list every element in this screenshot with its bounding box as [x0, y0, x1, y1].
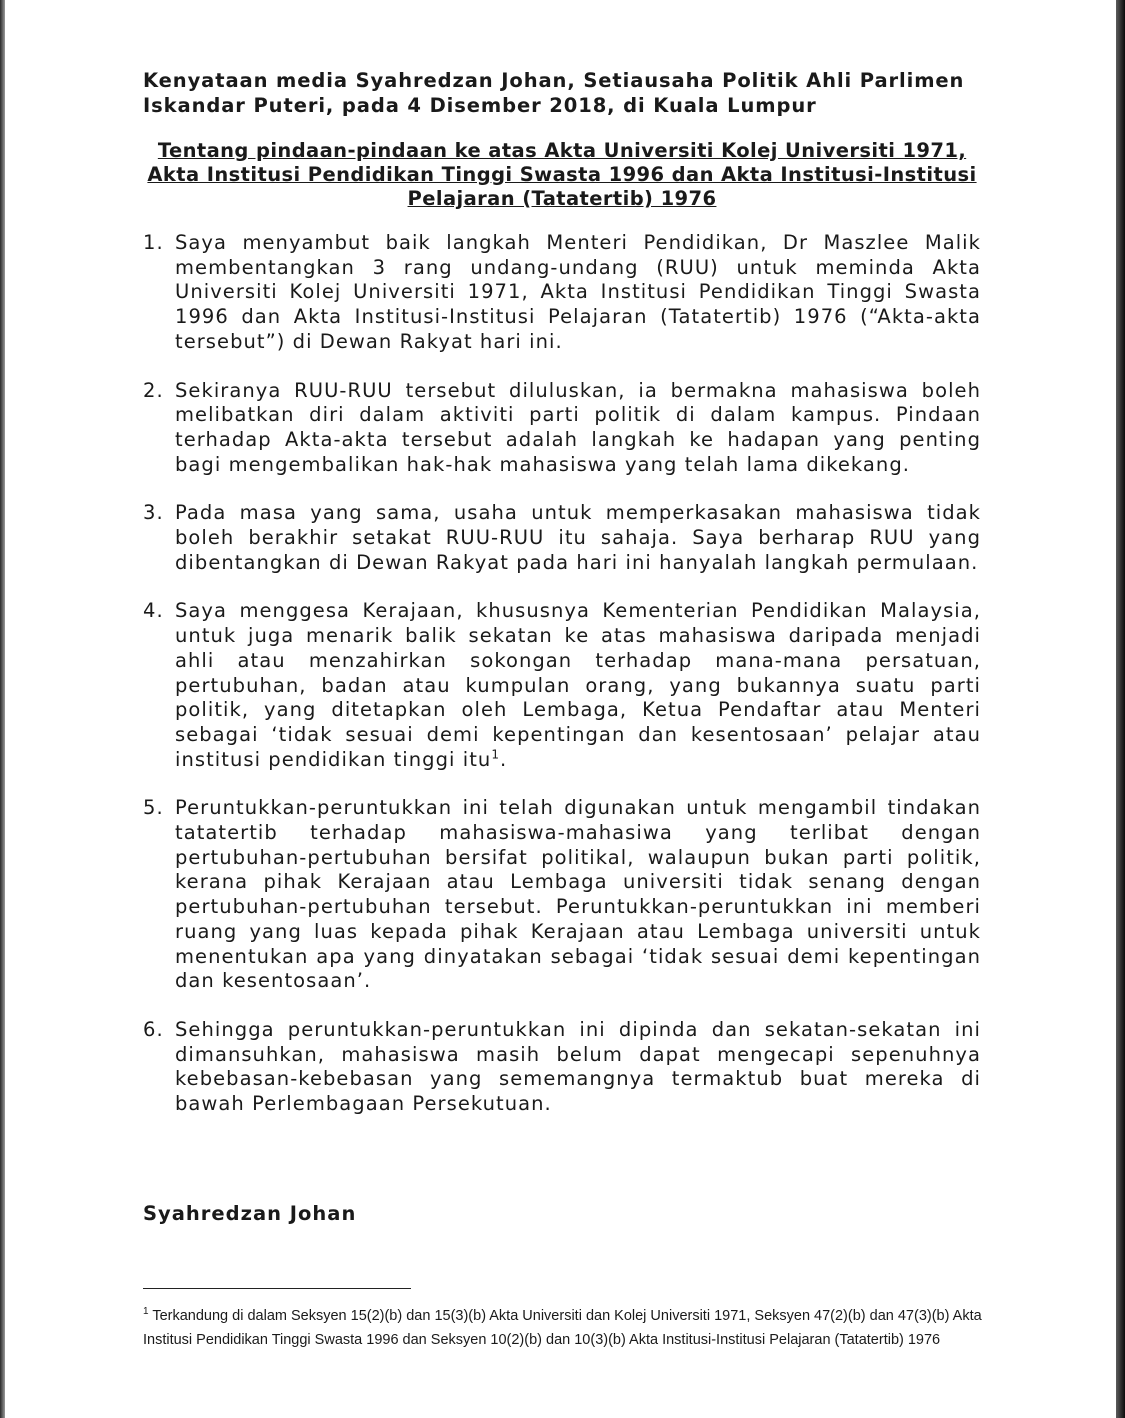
- list-item: [143, 796, 981, 994]
- document-heading: Kenyataan media Syahredzan Johan, Setiausaha Politik Ahli Parlimen Iskandar Puteri, pada 4 Disember 2018, di Kuala Lumpur: [143, 69, 965, 117]
- item-number: 4.: [143, 599, 164, 623]
- item-number: 1.: [143, 231, 164, 254]
- item-text: Pada masa yang sama, usaha untuk memperkasakan mahasiswa tidak boleh berakhir setakat RUU-RUU itu sahaja. Saya berharap RUU yang dibentangkan di Dewan Rakyat pada hari ini hanyalah langkah permulaan.: [175, 501, 981, 574]
- footnote-divider: [143, 1288, 411, 1289]
- item-number: 5.: [143, 796, 164, 820]
- footnote: [143, 1300, 983, 1352]
- item-number: 2.: [143, 378, 164, 402]
- signature: Syahredzan Johan: [143, 1202, 357, 1225]
- item-text-wrap: [175, 599, 981, 772]
- statement-list: [143, 231, 981, 1117]
- list-item: [143, 1018, 981, 1117]
- list-item: [143, 231, 981, 355]
- document-page: [143, 68, 981, 1225]
- footnote-ref: 1: [491, 747, 501, 762]
- item-text-end: .: [500, 747, 508, 771]
- item-text: Sehingga peruntukkan-peruntukkan ini dipinda dan sekatan-sekatan ini dimansuhkan, mahasiswa masih belum dapat mengecapi sepenuhnya kebebasan-kebebasan yang sememangnya termaktub buat mereka di bawah Perlembagaan Persekutuan.: [175, 1017, 981, 1116]
- item-text: Sekiranya RUU-RUU tersebut diluluskan, ia bermakna mahasiswa boleh melibatkan diri dalam aktiviti parti politik di dalam kampus. Pindaan terhadap Akta-akta tersebut adalah langkah ke hadapan yang penting bagi mengembalikan hak-hak mahasiswa yang telah lama dikekang.: [175, 378, 981, 476]
- item-number: 3.: [143, 501, 164, 525]
- document-subject: Tentang pindaan-pindaan ke atas Akta Universiti Kolej Universiti 1971, Akta Institusi Pendidikan Tinggi Swasta 1996 dan Akta Institusi-Institusi Pelajaran (Tatatertib) 1976: [147, 139, 977, 210]
- list-item: [143, 501, 981, 575]
- page-left-edge: [0, 0, 5, 1418]
- list-item: [143, 599, 981, 772]
- item-text: Peruntukkan-peruntukkan ini telah digunakan untuk mengambil tindakan tatatertib terhadap mahasiswa-mahasiwa yang terlibat dengan pertubuhan-pertubuhan bersifat politikal, walaupun bukan parti politik, kerana pihak Kerajaan atau Lembaga universiti tidak senang dengan pertubuhan-pertubuhan tersebut. Peruntukkan-peruntukkan ini memberi ruang yang luas kepada pihak Kerajaan atau Lembaga universiti untuk menentukan apa yang dinyatakan sebagai ‘tidak sesuai demi kepentingan dan kesentosaan’.: [175, 796, 981, 993]
- footnote-text: Terkandung di dalam Seksyen 15(2)(b) dan 15(3)(b) Akta Universiti dan Kolej Universiti 1971, Seksyen 47(2)(b) dan 47(3)(b) Akta Institusi Pendidikan Tinggi Swasta 1996 dan Seksyen 10(2)(b) dan 10(3)(b) Akta Institusi-Institusi Pelajaran (Tatatertib) 1976: [143, 1307, 982, 1348]
- footnote-marker: 1: [143, 1306, 149, 1317]
- page-right-edge: [1116, 0, 1125, 1418]
- item-text: Saya menggesa Kerajaan, khususnya Kementerian Pendidikan Malaysia, untuk juga menarik balik sekatan ke atas mahasiswa daripada menjadi ahli atau menzahirkan sokongan terhadap mana-mana persatuan, pertubuhan, badan atau kumpulan orang, yang bukannya suatu parti politik, yang ditetapkan oleh Lembaga, Ketua Pendaftar atau Menteri sebagai ‘tidak sesuai demi kepentingan dan kesentosaan’ pelajar atau institusi pendidikan tinggi itu: [175, 599, 981, 771]
- item-text: Saya menyambut baik langkah Menteri Pendidikan, Dr Maszlee Malik membentangkan 3 rang undang-undang (RUU) untuk meminda Akta Universiti Kolej Universiti 1971, Akta Institusi Pendidikan Tinggi Swasta 1996 dan Akta Institusi-Institusi Pelajaran (Tatatertib) 1976 (“Akta-akta tersebut”) di Dewan Rakyat hari ini.: [175, 231, 981, 353]
- item-number: 6.: [143, 1017, 164, 1041]
- list-item: [143, 379, 981, 478]
